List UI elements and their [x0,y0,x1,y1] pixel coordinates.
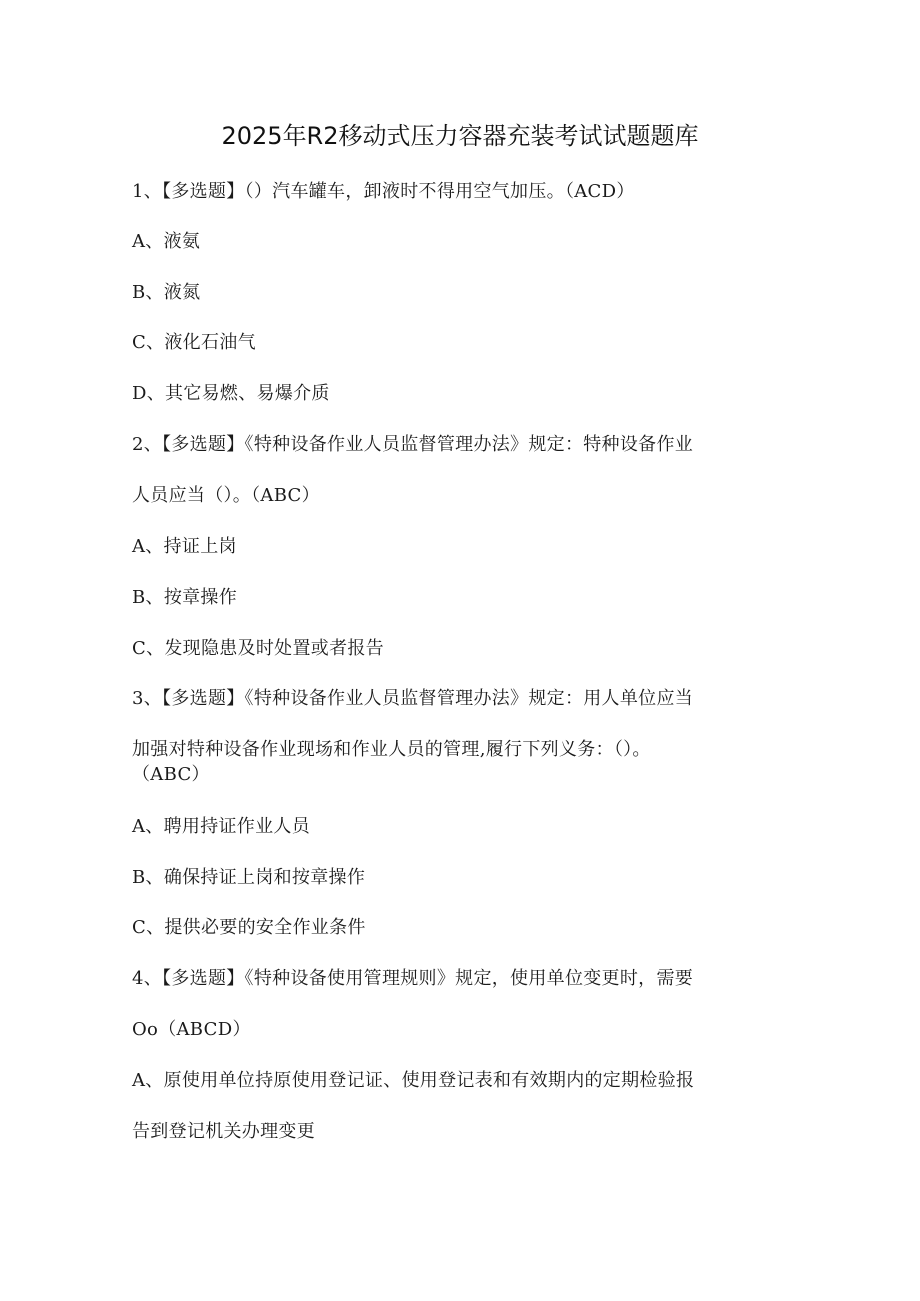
question-1-option-d: D、其它易燃、易爆介质 [132,383,330,404]
question-3-stem-line-2: 加强对特种设备作业现场和作业人员的管理,履行下列义务：（）。 [132,739,651,760]
question-1-option-c: C、液化石油气 [132,332,256,353]
question-3-option-a: A、聘用持证作业人员 [132,816,310,837]
question-4-stem-line-2: Oo（ABCD） [132,1019,251,1040]
question-3-answer: （ABC） [132,764,210,785]
question-2-stem-line-1: 2、【多选题】《特种设备作业人员监督管理办法》规定：特种设备作业 [132,434,694,455]
question-4-stem-line-1: 4、【多选题】《特种设备使用管理规则》规定，使用单位变更时，需要 [132,968,694,989]
question-2-option-a: A、持证上岗 [132,536,237,557]
document-title: 2025年R2移动式压力容器充装考试试题题库 [221,122,699,150]
question-1-option-a: A、液氨 [132,231,201,252]
question-2-option-b: B、按章操作 [132,587,238,608]
question-4-option-a-line-1: A、原使用单位持原使用登记证、使用登记表和有效期内的定期检验报 [132,1070,695,1091]
question-4-option-a-line-2: 告到登记机关办理变更 [132,1121,315,1142]
question-3-stem-line-1: 3、【多选题】《特种设备作业人员监督管理办法》规定：用人单位应当 [132,688,694,709]
question-3-option-b: B、确保持证上岗和按章操作 [132,867,366,888]
question-1-option-b: B、液氮 [132,282,201,303]
question-2-stem-line-2: 人员应当（）。（ABC） [132,485,320,506]
question-2-option-c: C、发现隐患及时处置或者报告 [132,638,384,659]
question-3-option-c: C、提供必要的安全作业条件 [132,917,366,938]
question-1-stem: 1、【多选题】（）汽车罐车，卸液时不得用空气加压。（ACD） [132,181,635,202]
